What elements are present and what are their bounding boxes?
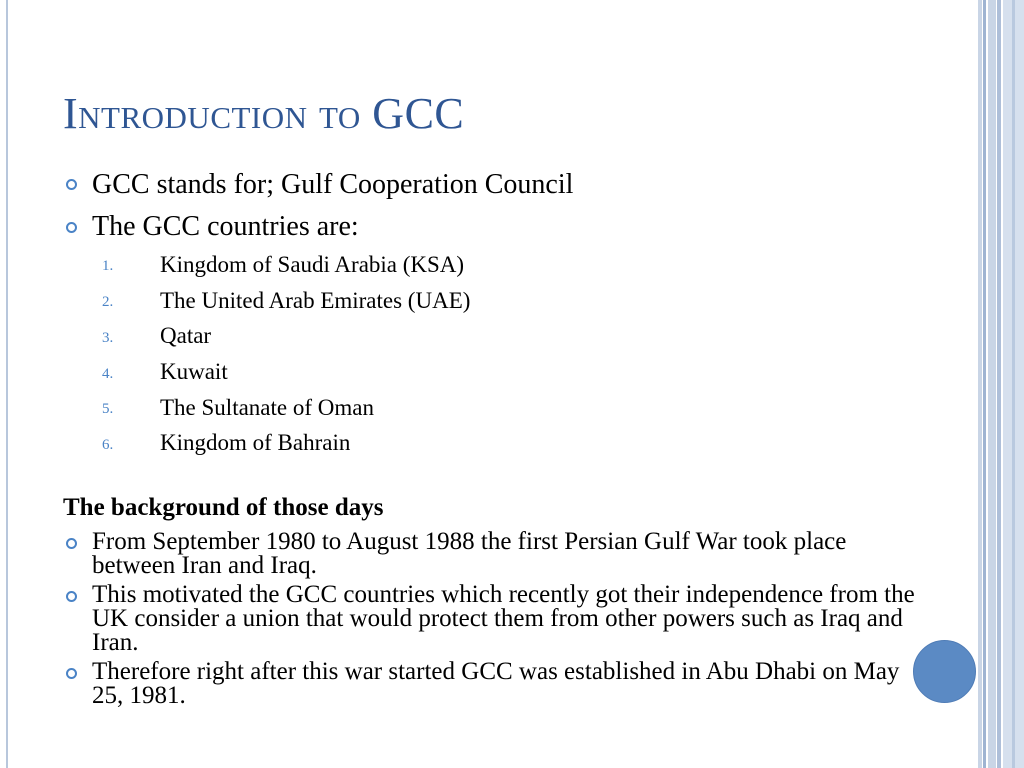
list-number: 1. [102,258,114,274]
list-number: 5. [102,401,114,417]
list-item: Kingdom of Bahrain [160,430,351,455]
list-number: 4. [102,366,114,382]
intro-bullet: GCC stands for; Gulf Cooperation Council [92,169,574,200]
list-item: Qatar [160,323,212,348]
intro-bullet: The GCC countries are: [92,211,359,242]
right-border-band [997,0,1001,768]
background-bullet: From September 1980 to August 1988 the first Persian Gulf War took place between Iran and Iraq. [92,528,847,579]
right-border-band [1012,0,1015,768]
bullet-circle-icon [66,179,77,190]
background-bullet: This motivated the GCC countries which recently got their independence from the UK consider a union that would protect them from other powers such as Iraq and Iran. [92,581,915,656]
bullet-circle-icon [66,222,77,233]
right-border-band [978,0,982,768]
bullet-circle-icon [66,668,77,679]
right-border-band [983,0,986,768]
bullet-circle-icon [66,591,77,602]
background-bullet: Therefore right after this war started GCC was established in Abu Dhabi on May 25, 1981. [92,658,900,709]
list-item: The United Arab Emirates (UAE) [160,288,471,313]
list-item: Kingdom of Saudi Arabia (KSA) [160,252,465,277]
right-border-band [988,0,996,768]
slide-title: Introduction to GCC [63,89,465,138]
list-number: 3. [102,330,114,346]
list-item: Kuwait [160,359,228,384]
decorative-circle [913,640,976,703]
bullet-circle-icon [66,538,77,549]
section-heading: The background of those days [63,494,384,521]
left-border-line [6,0,8,768]
list-number: 2. [102,294,114,310]
list-item: The Sultanate of Oman [160,395,374,420]
list-number: 6. [102,437,114,453]
